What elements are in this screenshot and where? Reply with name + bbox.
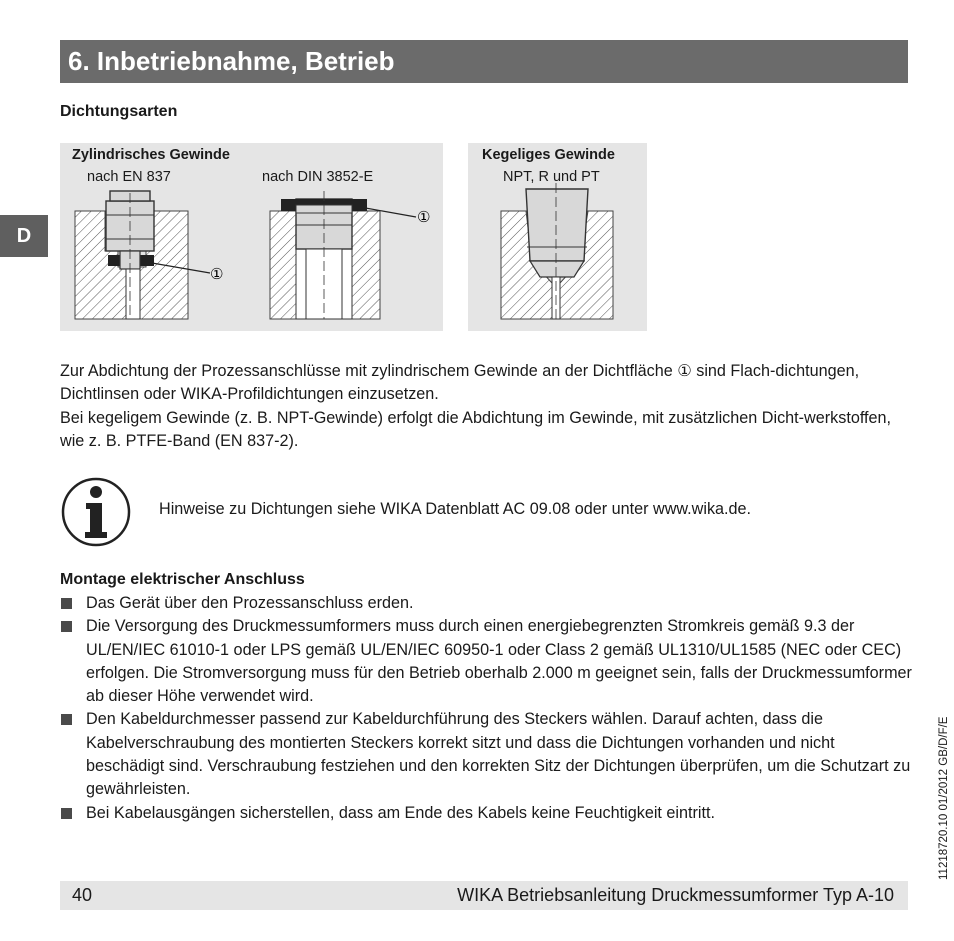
- sealing-instructions: [60, 360, 912, 453]
- din3852-seal-drawing: [270, 191, 430, 319]
- list-item: Bei Kabelausgängen sicherstellen, dass am Ende des Kabels keine Feuchtigkeit eintritt.: [60, 802, 912, 825]
- din3852-caption: nach DIN 3852-E: [262, 169, 374, 185]
- conical-thread-title: Kegeliges Gewinde: [482, 147, 615, 163]
- list-item: Den Kabeldurchmesser passend zur Kabeldurchführung des Steckers wählen. Darauf achten, dass die Kabelverschraubung des montierten Steckers korrekt sitzt und dass die Dichtungen vorhanden und nicht beschädigt sind. Verschraubung festziehen und den korrekten Sitz der Dichtungen überprüfen, um die Schutzart zu gewährleisten.: [60, 708, 912, 801]
- document-code: 11218720.10 01/2012 GB/D/F/E: [938, 716, 950, 880]
- cylindrical-thread-figure: [60, 143, 443, 331]
- paragraph-cylindrical: Zur Abdichtung der Prozessanschlüsse mit zylindrischem Gewinde an der Dichtfläche ① sind Flach-dichtungen, Dichtlinsen oder WIKA-Profildichtungen einzusetzen.: [60, 362, 860, 404]
- seal-types-heading: Dichtungsarten: [60, 103, 178, 120]
- conical-caption: NPT, R und PT: [503, 169, 600, 185]
- electrical-instruction-list: [60, 592, 912, 825]
- info-note-text: Hinweise zu Dichtungen siehe WIKA Datenblatt AC 09.08 oder unter www.wika.de.: [159, 500, 752, 518]
- electrical-heading: Montage elektrischer Anschluss: [60, 571, 305, 588]
- page-number: 40: [72, 885, 93, 905]
- conical-thread-figure: [468, 143, 647, 331]
- cylindrical-thread-title: Zylindrisches Gewinde: [72, 147, 230, 163]
- callout-1-left: ①: [210, 265, 224, 283]
- language-tab: D: [0, 215, 48, 257]
- info-icon: [60, 476, 132, 548]
- list-item: Die Versorgung des Druckmessumformers muss durch einen energiebegrenzten Stromkreis gemäß 9.3 der UL/EN/IEC 61010-1 oder LPS gemäß UL/EN/IEC 60950-1 oder Class 2 gemäß UL1310/UL1585 (NEC oder CEC) erfolgen. Die Stromversorgung muss für den Betrieb oberhalb 2.000 m geeignet sein, falls der Druckmessumformer ab dieser Höhe verwendet wird.: [60, 615, 912, 708]
- paragraph-conical: Bei kegeligem Gewinde (z. B. NPT-Gewinde) erfolgt die Abdichtung im Gewinde, mit zusätzlichen Dicht-werkstoffen, wie z. B. PTFE-Band (EN 837-2).: [60, 408, 892, 450]
- en837-caption: nach EN 837: [87, 169, 171, 185]
- footer-document-title: WIKA Betriebsanleitung Druckmessumformer Typ A-10: [457, 885, 894, 905]
- callout-1-right: ①: [417, 208, 431, 226]
- list-item: Das Gerät über den Prozessanschluss erden.: [60, 592, 912, 615]
- en837-seal-drawing: [75, 191, 223, 319]
- page-footer: [60, 881, 908, 910]
- page-title: 6. Inbetriebnahme, Betrieb: [60, 40, 908, 83]
